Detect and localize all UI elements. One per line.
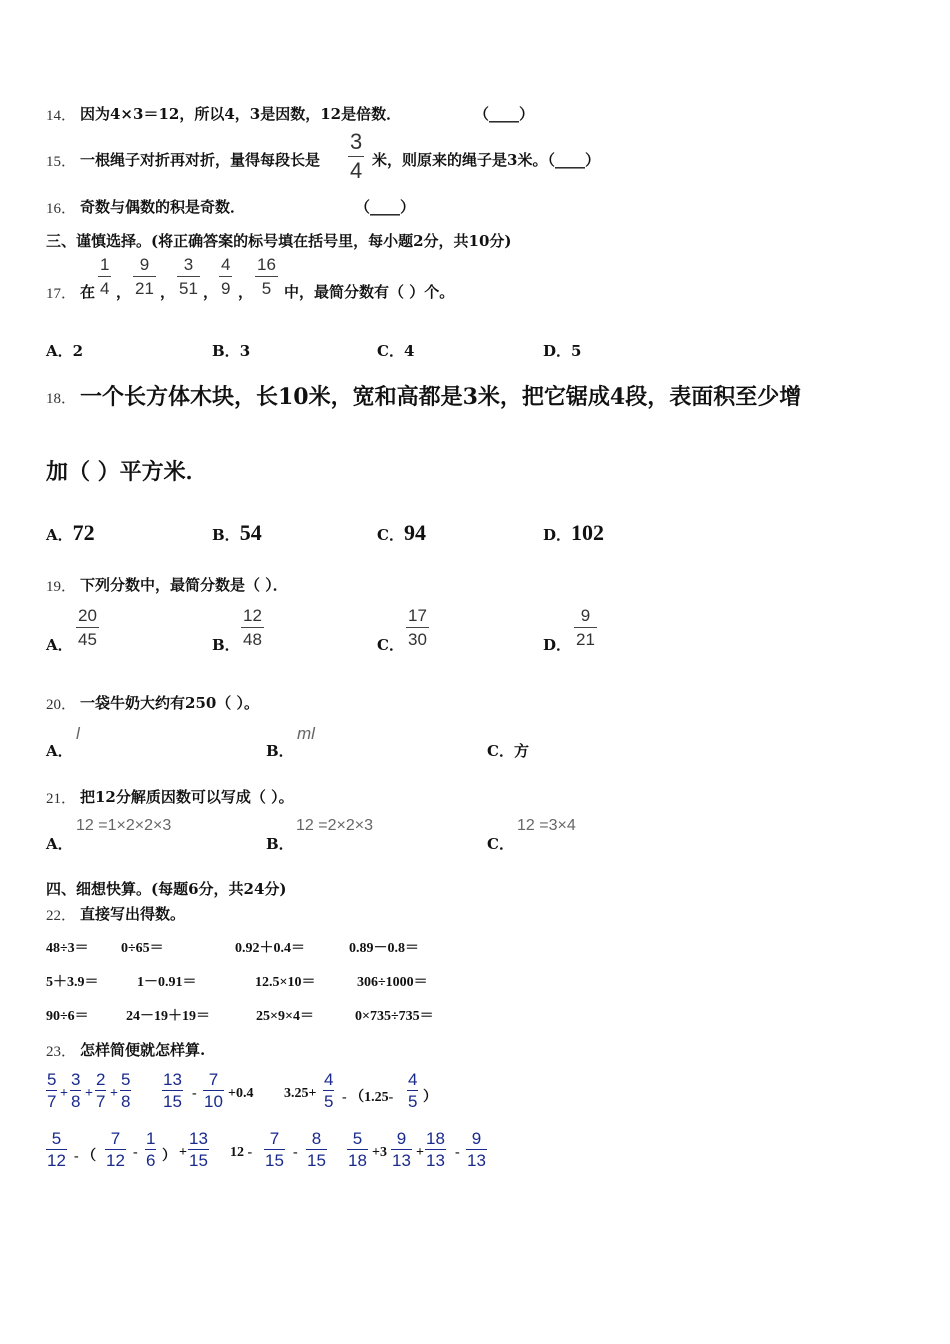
fraction: 20 45 xyxy=(78,606,97,649)
option-c-value: 12 =3×4 xyxy=(517,817,576,834)
option-a[interactable]: A．2 xyxy=(46,342,84,360)
question-text: 怎样简便就怎样算. xyxy=(80,1041,206,1059)
question-number: 20． xyxy=(46,697,77,713)
option-a-value: 12 =1×2×2×3 xyxy=(76,817,172,834)
answer-blank[interactable]: （____） xyxy=(355,198,416,216)
fraction: 2 7 xyxy=(96,1070,106,1111)
question-text: 一根绳子对折再对折，量得每段长是 xyxy=(80,151,321,169)
calc-item: 0.89－0.8＝ xyxy=(349,941,419,956)
option-b[interactable]: B．54 xyxy=(212,520,262,545)
calc-item: 25×9×4＝ xyxy=(256,1009,314,1024)
operator-text: - （1.25- xyxy=(342,1090,394,1105)
fraction: 5 18 xyxy=(348,1129,367,1170)
calc-item: 24－19＋19＝ xyxy=(126,1009,210,1024)
option-a-label[interactable]: A． xyxy=(46,636,73,654)
option-a-value: l xyxy=(76,724,80,743)
fraction: 16 5 xyxy=(257,255,276,298)
operator-text: 3.25+ xyxy=(284,1086,317,1101)
fraction: 8 15 xyxy=(307,1129,326,1170)
fraction: 4 9 xyxy=(221,255,231,298)
question-number: 21． xyxy=(46,791,77,807)
separator: ， xyxy=(238,283,254,301)
option-c-label[interactable]: C． xyxy=(377,636,404,654)
section-heading: 四、细想快算。(每题6分，共24分) xyxy=(46,880,287,898)
question-text-line2: 加（ ）平方米． xyxy=(46,459,208,485)
question-number: 22． xyxy=(46,908,77,924)
question-text: 把12分解质因数可以写成（ ）。 xyxy=(80,788,294,806)
fraction: 1 4 xyxy=(100,255,110,298)
option-a-label[interactable]: A． xyxy=(46,742,73,760)
fraction: 12 48 xyxy=(243,606,262,649)
fraction: 3 4 xyxy=(350,129,363,183)
option-d-label[interactable]: D． xyxy=(543,636,572,654)
question-text: 直接写出得数。 xyxy=(80,905,186,923)
operator: + xyxy=(110,1086,118,1101)
fraction: 7 12 xyxy=(106,1129,125,1170)
option-b-value: ml xyxy=(297,724,315,743)
question-text: 一个长方体木块，长10米，宽和高都是3米，把它锯成4段，表面积至少增 xyxy=(80,384,802,410)
operator: + xyxy=(60,1086,68,1101)
fraction: 17 30 xyxy=(408,606,427,649)
separator: ， xyxy=(116,283,132,301)
fraction: 4 5 xyxy=(324,1070,334,1111)
calc-item: 12.5×10＝ xyxy=(255,975,316,990)
calc-item: 1－0.91＝ xyxy=(137,975,197,990)
fraction: 1 6 xyxy=(146,1129,156,1170)
fraction: 9 13 xyxy=(467,1129,486,1170)
question-text: 因为4×3＝12，所以4，3是因数，12是倍数． xyxy=(80,105,402,123)
fraction: 5 8 xyxy=(121,1070,131,1111)
calc-item: 0÷65＝ xyxy=(121,941,164,956)
operator-text: ） xyxy=(423,1090,437,1105)
calc-item: 90÷6＝ xyxy=(46,1009,89,1024)
operator: + xyxy=(85,1086,93,1101)
option-c[interactable]: C．方 xyxy=(487,742,529,760)
operator-text: +0.4 xyxy=(228,1086,254,1101)
operator: - xyxy=(192,1086,197,1101)
fraction: 7 15 xyxy=(265,1129,284,1170)
question-number: 19． xyxy=(46,579,77,595)
fraction: 18 13 xyxy=(426,1129,445,1170)
operator-text: - （ xyxy=(74,1149,97,1164)
fraction: 3 8 xyxy=(71,1070,81,1111)
question-number: 15． xyxy=(46,154,77,170)
operator: - xyxy=(455,1145,460,1160)
question-number: 23． xyxy=(46,1044,77,1060)
operator-text: +3 xyxy=(372,1145,387,1160)
option-c[interactable]: C．94 xyxy=(377,520,426,545)
fraction: 13 15 xyxy=(163,1070,182,1111)
option-b-value: 12 =2×2×3 xyxy=(296,817,373,834)
option-b-label[interactable]: B． xyxy=(266,835,294,853)
option-d[interactable]: D．102 xyxy=(543,520,605,545)
option-d[interactable]: D．5 xyxy=(543,342,582,360)
section-heading: 三、谨慎选择。(将正确答案的标号填在括号里，每小题2分，共10分) xyxy=(46,232,512,250)
fraction: 5 7 xyxy=(47,1070,57,1111)
separator: ， xyxy=(203,283,219,301)
separator: ， xyxy=(160,283,176,301)
question-number: 17． xyxy=(46,286,77,302)
question-text: 下列分数中，最简分数是（ ）． xyxy=(80,576,288,594)
fraction: 4 5 xyxy=(408,1070,418,1111)
question-number: 16． xyxy=(46,201,77,217)
answer-blank[interactable]: （____） xyxy=(474,105,535,123)
operator: - xyxy=(133,1145,138,1160)
fraction: 9 21 xyxy=(576,606,595,649)
calc-item: 306÷1000＝ xyxy=(357,975,428,990)
option-b[interactable]: B．3 xyxy=(212,342,251,360)
operator: + xyxy=(179,1145,187,1160)
calc-item: 0×735÷735＝ xyxy=(355,1009,434,1024)
fraction: 3 51 xyxy=(179,255,198,298)
question-text-tail: 米，则原来的绳子是3米。（____） xyxy=(372,151,600,169)
operator-text: ） xyxy=(162,1149,176,1164)
fraction: 9 21 xyxy=(135,255,154,298)
fraction: 5 12 xyxy=(47,1129,66,1170)
operator-text: 12 - xyxy=(230,1145,253,1160)
question-number: 14． xyxy=(46,108,77,124)
fraction: 7 10 xyxy=(204,1070,223,1111)
operator: - xyxy=(293,1145,298,1160)
question-text: 一袋牛奶大约有250（ ）。 xyxy=(80,694,260,712)
calc-item: 5＋3.9＝ xyxy=(46,975,99,990)
option-b-label[interactable]: B． xyxy=(212,636,240,654)
operator: + xyxy=(416,1145,424,1160)
question-text: 在 xyxy=(80,283,96,301)
option-a[interactable]: A．72 xyxy=(46,520,95,545)
option-b-label[interactable]: B． xyxy=(266,742,294,760)
option-c[interactable]: C．4 xyxy=(377,342,415,360)
option-a-label[interactable]: A． xyxy=(46,835,73,853)
calc-item: 0.92＋0.4＝ xyxy=(235,941,305,956)
calc-item: 48÷3＝ xyxy=(46,941,89,956)
fraction: 13 15 xyxy=(189,1129,208,1170)
option-c-label[interactable]: C． xyxy=(487,835,514,853)
question-text: 奇数与偶数的积是奇数． xyxy=(80,198,246,216)
question-number: 18． xyxy=(46,391,77,407)
question-text-tail: 中，最简分数有（ ）个。 xyxy=(284,283,455,301)
fraction: 9 13 xyxy=(392,1129,411,1170)
